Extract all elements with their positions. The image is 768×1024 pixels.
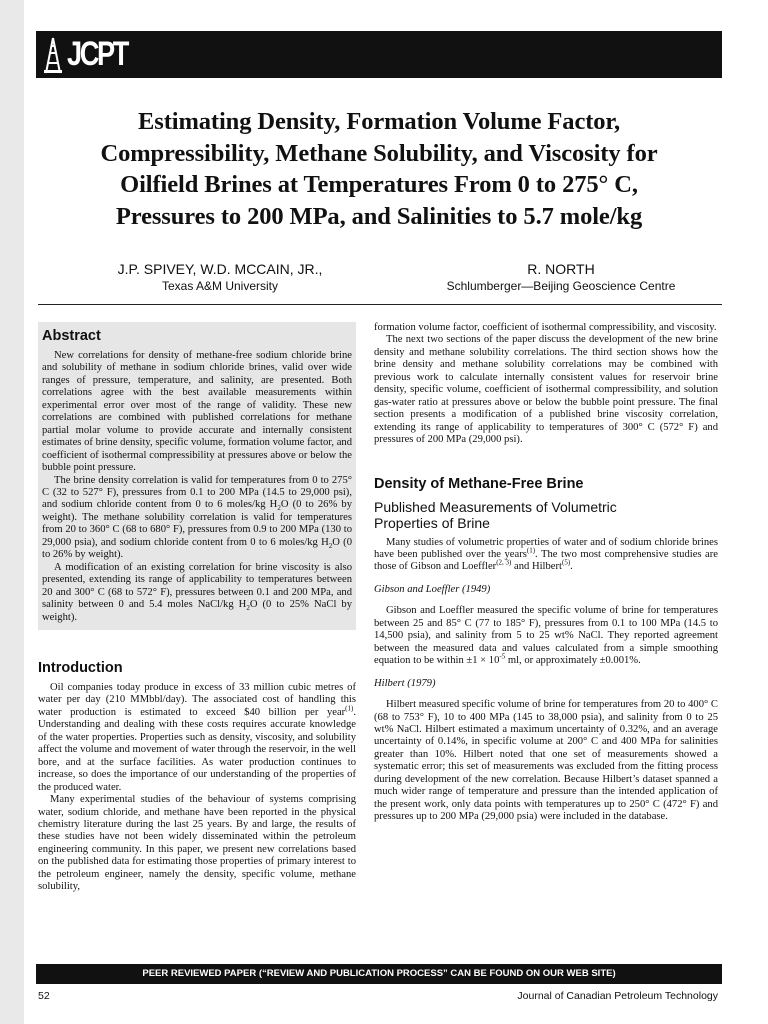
- left-column: [38, 322, 356, 894]
- body-paragraph: formation volume factor, coefficient of isothermal compressibility, and viscosity.: [374, 322, 717, 333]
- title-divider: [38, 304, 722, 305]
- section-heading-density: Density of Methane-Free Brine: [374, 475, 584, 492]
- body-paragraph: Hilbert measured specific volume of brine for temperatures from 20 to 400° C (68 to 753° F), 10 to 400 MPa (145 to 38,000 psia), and salinity from 0 to 25 wt% NaCl. Hilbert estimated a maximum uncertainty of 0.32%, and an average uncertainty of 0.14%, in specific volume at 200° C and 400 MPa for salinities greater than 10%. Hilbert noted that one set of measurements showed a systematic error; this set of measurements was excluded from the fitting process during development of the new correlation. Because Hilbert’s dataset spanned a much wider range of temperature and pressure than the intended application of the present work, only data points with temperatures up to 250° C (472° F) and pressures up to 200 MPa (29,000 psia) were included in the database.: [374, 699, 718, 823]
- study-heading-gibson: Gibson and Loeffler (1949): [374, 583, 491, 595]
- body-paragraph: The next two sections of the paper discuss the development of the new brine density and methane solubility correlations. The third section shows how the brine density and methane solubility correlations may be combined with previous work to calculate internally consistent values for reservoir brine density, specific volume, coefficient of isothermal compressibility, and solution gas-water ratio at pressures above or below the bubble point pressure. The final section presents a modification of a published brine viscosity correlation, extending its range of applicability to temperatures of 300° C (572° F) and pressures of 200 MPa (29,000 psi).: [374, 334, 718, 446]
- abstract-paragraph: New correlations for density of methane-free sodium chloride brine and solubility of methane in sodium chloride brines, valid over wide ranges of pressure, temperature, and salinity, are presented. Both correlations agree with the best available measurements within experimental error over most of the range of validity. These new correlations are combined with published correlations for methane partial molar volume to provide accurate and internally consistent estimates of brine density, specific volume, formation volume factor, and coefficient of isothermal compressibility at pressures above or below the bubble point pressure.: [42, 350, 352, 474]
- author-block-left: [70, 261, 370, 294]
- author-affiliation: Texas A&M University: [161, 279, 279, 293]
- journal-header-bar: [36, 31, 722, 78]
- right-column: [374, 322, 718, 824]
- study-heading-hilbert: Hilbert (1979): [374, 677, 436, 689]
- introduction-heading: Introduction: [38, 659, 123, 676]
- author-affiliation: Schlumberger—Beijing Geoscience Centre: [446, 279, 676, 293]
- intro-paragraph: Many experimental studies of the behaviour of systems comprising water, sodium chloride, and methane have been reported in the physical chemistry literature during the last 25 years. By and large, the results of these studies have not been widely disseminated within the petroleum engineering community. In this paper, we present new correlations based on the published data for estimating those properties of primary interest to the petroleum engineer, namely the density, specific volume, methane solubility,: [38, 794, 356, 893]
- title-line: Compressibility, Methane Solubility, and Viscosity for: [100, 139, 658, 167]
- author-names: R. NORTH: [527, 261, 595, 277]
- author-names: J.P. SPIVEY, W.D. MCCAIN, JR.,: [117, 261, 323, 277]
- abstract-paragraph: The brine density correlation is valid for temperatures from 0 to 275° C (32 to 527° F), pressures from 0.1 to 200 MPa (14.5 to 29,000 psi), and sodium chloride content from 0 to 6 moles/kg $H_2O$ (0 to 26% by weight). The methane solubility correlation is valid for temperatures from 20 to 360° C (68 to 680° F), pressures from 0.9 to 200 MPa (130 to 29,000 psia), and sodium chloride content from 0 to 6 moles/kg $H_2O$ (0 to 26% by weight).: [42, 474, 353, 561]
- abstract-paragraph: A modification of an existing correlation for brine viscosity is also presented, extending its range of applicability to temperatures between 20 and 300° C (68 to 572° F), pressures between 0.1 and 200 MPa, and salinity between 0 and 5.4 moles NaCl/kg $H_2O$ (0 to 25% NaCl by weight).: [42, 561, 352, 623]
- logo-text: JCPT: [67, 35, 127, 73]
- body-paragraph: Many studies of volumetric properties of water and of sodium chloride brines have been published over the years$^{(1)}$. The two most comprehensive studies are those of Gibson and Loeffler$^{(2, 3)}$ and Hilbert$^{(5)}$.: [374, 536, 718, 573]
- oil-rig-icon: [42, 35, 64, 74]
- page-number: 52: [38, 990, 50, 1002]
- abstract-heading: Abstract: [42, 328, 101, 344]
- title-line: Pressures to 200 MPa, and Salinities to 5.7 mole/kg: [115, 202, 643, 230]
- subsection-heading: Published Measurements of Volumetric Properties of Brine: [374, 498, 617, 531]
- intro-paragraph: Oil companies today produce in excess of 33 million cubic metres of water per day (210 MMbbl/day). The associated cost of handling this water production is estimated to exceed $40 billion per year$^{(1)}$. Understanding and dealing with these costs requires accurate knowledge of the water properties. Properties such as density, viscosity, and solubility affect the volume and movement of water through the reservoir, in the well bore, and at the surface facilities. As water production continues to increase, so does the importance of our understanding of the properties of the produced water.: [38, 681, 356, 793]
- journal-name: Journal of Canadian Petroleum Technology: [517, 990, 718, 1002]
- jcpt-logo: [42, 35, 162, 74]
- title-line: Estimating Density, Formation Volume Factor,: [138, 108, 620, 135]
- title-line: Oilfield Brines at Temperatures From 0 to 275° C,: [120, 171, 638, 198]
- body-paragraph: Gibson and Loeffler measured the specific volume of brine for temperatures between 25 and 85° C (77 to 185° F), pressures from 0.1 to 100 MPa (14.5 to 14,500 psia), and salinity from 5 to 25 wt% NaCl. They reported agreement between the measured data and values calculated from a simple smoothing equation to be within $\pm 1 \times 10^{-5}$ ml, or approximately ±0.001%.: [374, 605, 718, 667]
- paper-title: [36, 106, 722, 232]
- abstract-box: [38, 322, 356, 630]
- author-block-right: [400, 261, 722, 294]
- peer-review-banner: PEER REVIEWED PAPER (“REVIEW AND PUBLICATION PROCESS” CAN BE FOUND ON OUR WEB SITE): [36, 964, 722, 984]
